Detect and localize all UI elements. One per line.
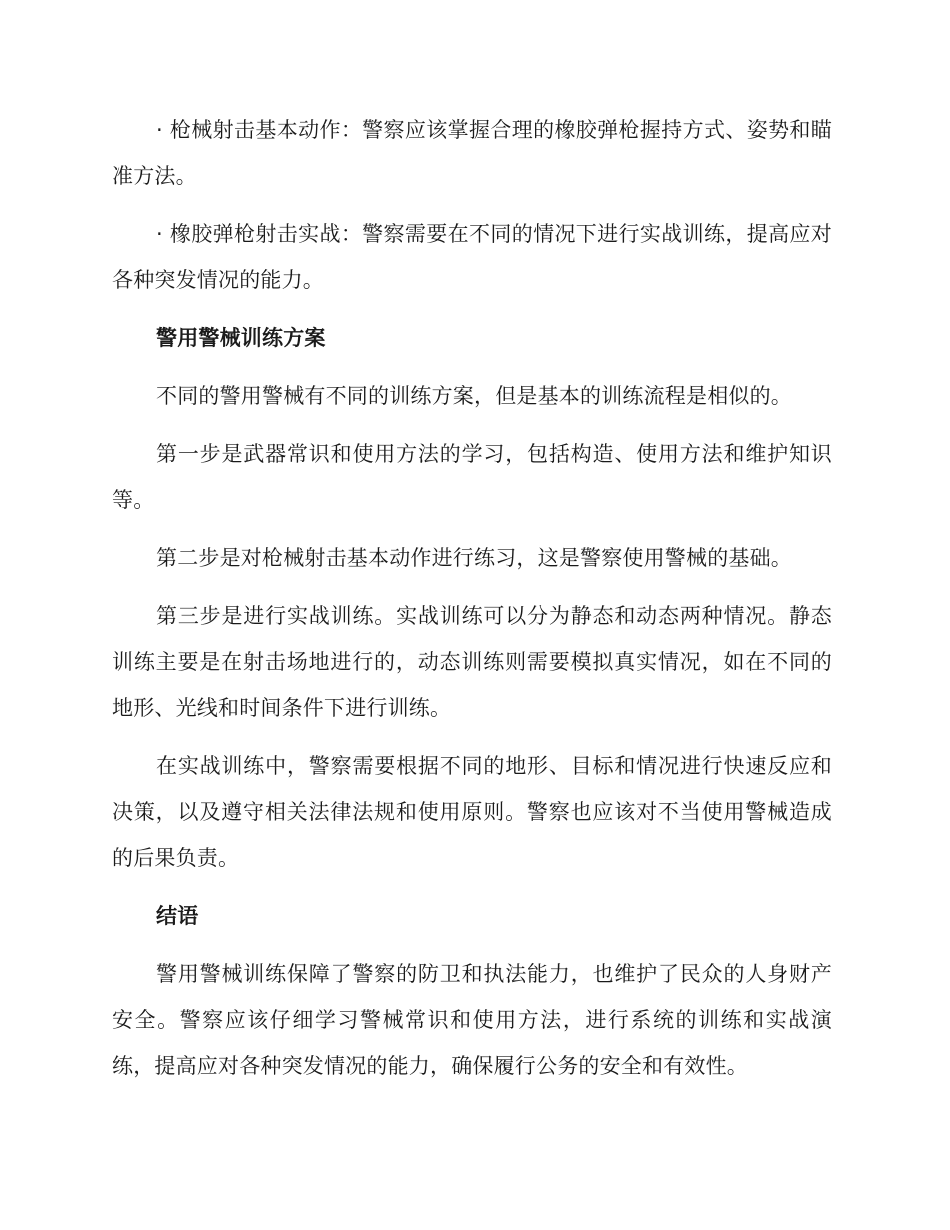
paragraph-step-two: 第二步是对枪械射击基本动作进行练习，这是警察使用警械的基础。 <box>156 546 792 570</box>
section-heading-conclusion: 结语 <box>156 904 199 928</box>
bullet-paragraph-shooting-basics: · 枪械射击基本动作：警察应该掌握合理的橡胶弹枪握持方式、姿势和瞄准方法。 <box>112 118 832 188</box>
paragraph-field-decisions: 在实战训练中，警察需要根据不同的地形、目标和情况进行快速反应和决策，以及遵守相关法律法规和使用原则。警察也应该对不当使用警械造成的后果负责。 <box>112 754 832 870</box>
paragraph-step-three: 第三步是进行实战训练。实战训练可以分为静态和动态两种情况。静态训练主要是在射击场地进行的，动态训练则需要模拟真实情况，如在不同的地形、光线和时间条件下进行训练。 <box>112 604 832 720</box>
paragraph-step-one: 第一步是武器常识和使用方法的学习，包括构造、使用方法和维护知识等。 <box>112 442 832 512</box>
paragraph-conclusion: 警用警械训练保障了警察的防卫和执法能力，也维护了民众的人身财产安全。警察应该仔细学习警械常识和使用方法，进行系统的训练和实战演练，提高应对各种突发情况的能力，确保履行公务的安全和有效性。 <box>112 962 832 1078</box>
section-heading-training-plan: 警用警械训练方案 <box>156 326 326 350</box>
document-body <box>112 107 832 1101</box>
bullet-paragraph-shooting-practice: · 橡胶弹枪射击实战：警察需要在不同的情况下进行实战训练，提高应对各种突发情况的能力。 <box>112 222 832 292</box>
paragraph-training-overview: 不同的警用警械有不同的训练方案，但是基本的训练流程是相似的。 <box>156 384 792 408</box>
